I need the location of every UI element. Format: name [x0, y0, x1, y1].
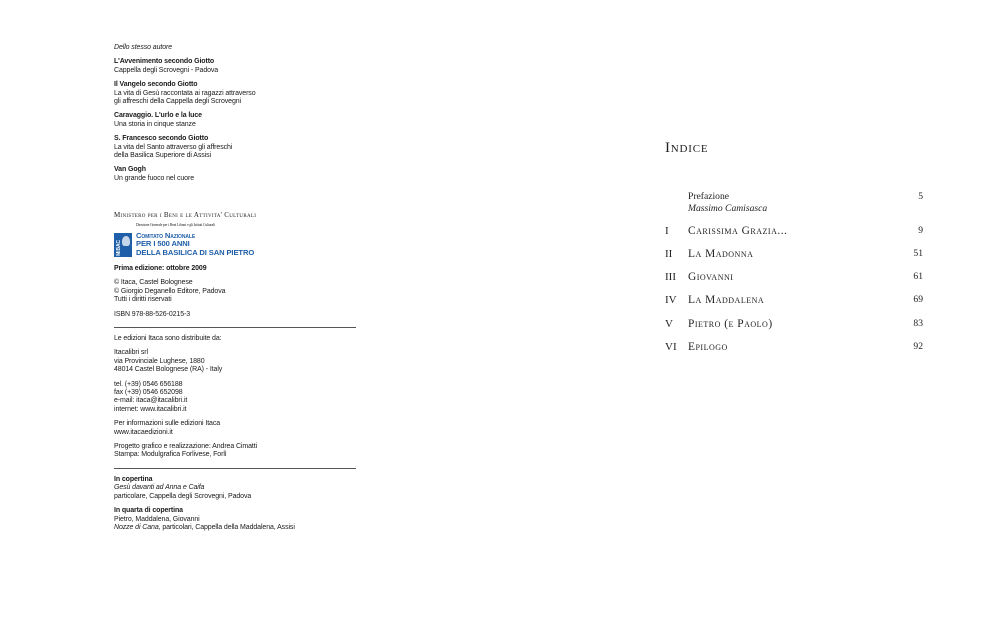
- book-description: della Basilica Superiore di Assisi: [114, 152, 211, 160]
- same-author-label: Dello stesso autore: [114, 44, 173, 51]
- contact-line: internet: www.itacalibri.it: [114, 405, 187, 413]
- divider: [114, 327, 356, 328]
- cover-heading: In copertina: [114, 475, 153, 483]
- back-cover-artwork: [114, 524, 356, 532]
- book-entry: [114, 112, 356, 129]
- comitato-logo: [114, 232, 356, 257]
- chapter-title: La Madonna: [688, 248, 754, 260]
- book-description: La vita del Santo attraverso gli affreschi: [114, 143, 233, 151]
- contact-line: tel. (+39) 0546 656188: [114, 380, 183, 388]
- book-entry: [114, 81, 356, 106]
- distributed-by: Le edizioni Itaca sono distribuite da:: [114, 335, 222, 343]
- book-description: La vita di Gesù raccontata ai ragazzi attraverso: [114, 89, 256, 97]
- info-block: [114, 420, 356, 437]
- credits-block: [114, 443, 356, 460]
- mibac-logo-text: MiBAC: [116, 239, 122, 256]
- back-cover-artwork-title: Nozze di Cana: [114, 523, 159, 531]
- chapter-title: La Maddalena: [688, 294, 765, 306]
- book-title: Caravaggio. L'urlo e la luce: [114, 112, 202, 120]
- logo-figure: [122, 236, 130, 246]
- comitato-text: [136, 232, 254, 257]
- isbn-info: [114, 311, 356, 319]
- book-entry: [114, 58, 356, 75]
- chapter-number: III: [665, 271, 676, 283]
- book-entry: [114, 135, 356, 160]
- contact-line: fax (+39) 0546 652098: [114, 389, 183, 397]
- book-title: Van Gogh: [114, 166, 146, 174]
- chapter-number: VI: [665, 341, 677, 353]
- back-cover-heading: In quarta di copertina: [114, 507, 183, 515]
- address-block: [114, 349, 356, 374]
- index-title: Indice: [665, 140, 709, 156]
- chapter-number: V: [665, 318, 673, 330]
- same-author-section: [114, 44, 356, 52]
- chapter-page-number: 51: [913, 248, 923, 259]
- contact-block: [114, 381, 356, 415]
- back-cover-credit: [114, 507, 356, 532]
- chapter-number: II: [665, 248, 673, 260]
- divider: [114, 468, 356, 469]
- preface-title: Prefazione: [688, 191, 730, 202]
- copyright-line: © Giorgio Deganello Editore, Padova: [114, 287, 226, 295]
- edition-date: Prima edizione: ottobre 2009: [114, 264, 207, 272]
- index-page: [665, 140, 923, 353]
- ministry-subtitle: Direzione Generale per i Beni Librari e gli Istituti Culturali: [136, 222, 215, 227]
- book-title: Il Vangelo secondo Giotto: [114, 81, 198, 89]
- chapter-page-number: 9: [918, 225, 923, 236]
- cover-credit: [114, 476, 356, 501]
- chapter-number: I: [665, 225, 669, 237]
- back-cover-subjects: Pietro, Maddalena, Giovanni: [114, 515, 200, 523]
- index-entry: [665, 294, 923, 308]
- cover-artwork-detail: particolare, Cappella degli Scrovegni, Padova: [114, 492, 252, 500]
- cover-artwork-title: Gesù davanti ad Anna e Caifa: [114, 484, 205, 492]
- index-entry: [665, 248, 923, 262]
- ministry-logo-block: [114, 211, 356, 257]
- preface-page-number: 5: [918, 191, 923, 202]
- credits-line: Progetto grafico e realizzazione: Andrea Cimatti: [114, 443, 258, 451]
- copyright-line: © Itaca, Castel Bolognese: [114, 279, 193, 287]
- chapter-title: Carissima Grazia...: [688, 225, 788, 237]
- book-description: Un grande fuoco nel cuore: [114, 174, 194, 182]
- credits-line: Stampa: Modulgrafica Forlivese, Forlì: [114, 451, 227, 459]
- colophon-page: [114, 44, 356, 532]
- chapter-title: Pietro (e Paolo): [688, 318, 773, 330]
- book-entry: [114, 166, 356, 183]
- info-line: Per informazioni sulle edizioni Itaca: [114, 420, 221, 428]
- chapter-title: Epilogo: [688, 341, 728, 353]
- copyright-line: Tutti i diritti riservati: [114, 296, 172, 304]
- book-description: Cappella degli Scrovegni - Padova: [114, 66, 219, 74]
- book-title: L'Avvenimento secondo Giotto: [114, 58, 215, 66]
- back-cover-artwork-detail: , particolari, Cappella della Maddalena, Assisi: [158, 523, 295, 531]
- copyright-info: [114, 279, 356, 304]
- index-entry: [665, 271, 923, 285]
- index-entry: [665, 341, 923, 355]
- preface-author: Massimo Camisasca: [688, 203, 768, 214]
- info-line: www.itacaedizioni.it: [114, 428, 173, 436]
- address-line: via Provinciale Lughese, 1880: [114, 357, 205, 365]
- contact-line: e-mail: itaca@itacalibri.it: [114, 397, 188, 405]
- ministry-title: Ministero per i Beni e le Attivita' Culturali: [114, 211, 257, 220]
- book-title: S. Francesco secondo Giotto: [114, 135, 209, 143]
- chapter-number: IV: [665, 294, 677, 306]
- mibac-logo-icon: [114, 233, 132, 257]
- book-description: gli affreschi della Cappella degli Scrovegni: [114, 98, 241, 106]
- preface-entry: [688, 191, 767, 215]
- index-entry: [665, 318, 923, 332]
- edition-info: [114, 265, 356, 273]
- comitato-line: Comitato Nazionale: [136, 231, 196, 241]
- distribution-info: [114, 335, 356, 343]
- comitato-line: DELLA BASILICA DI SAN PIETRO: [136, 247, 255, 257]
- chapter-page-number: 92: [913, 341, 923, 352]
- address-line: 48014 Castel Bolognese (RA) - Italy: [114, 366, 223, 374]
- isbn: ISBN 978-88-526-0215-3: [114, 310, 191, 318]
- chapter-page-number: 69: [913, 294, 923, 305]
- chapter-page-number: 61: [913, 271, 923, 282]
- comitato-line: PER I 500 ANNI: [136, 239, 190, 249]
- chapter-page-number: 83: [913, 318, 923, 329]
- book-description: Una storia in cinque stanze: [114, 120, 196, 128]
- chapter-title: Giovanni: [688, 271, 734, 283]
- address-line: Itacalibri srl: [114, 349, 148, 357]
- index-entry: [665, 225, 923, 239]
